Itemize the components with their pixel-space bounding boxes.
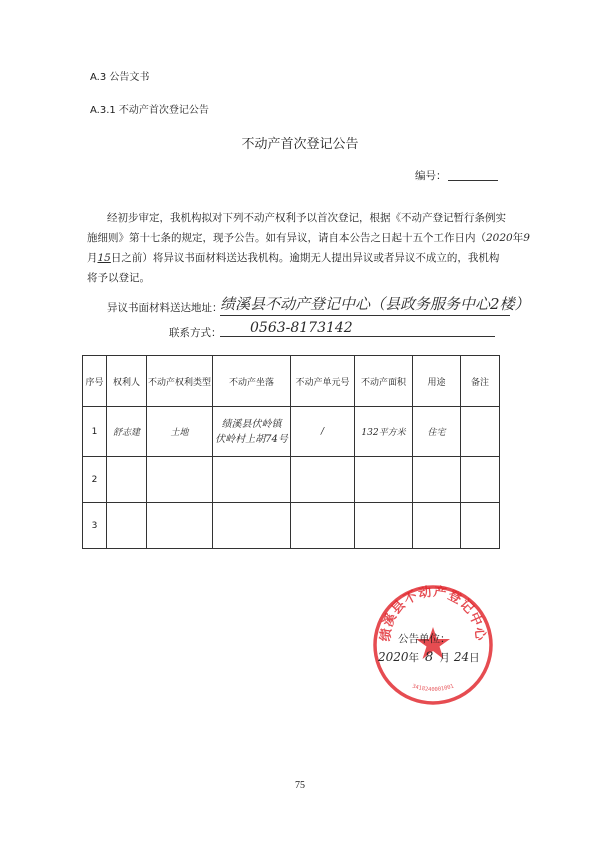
header-cell: 不动产面积 [355,356,413,407]
unit-number [291,503,355,549]
header-cell: 备注 [461,356,500,407]
rights-holder [107,457,147,503]
unit-number: / [291,407,355,457]
address-label: 异议书面材料送达地址： [107,302,223,314]
rights-holder: 舒志建 [107,407,147,457]
date-day: 24 [453,650,470,664]
property-location: 绩溪县伏岭镇 伏岭村上胡74号 [213,407,291,457]
section-a31: A.3.1 不动产首次登记公告 [90,105,209,116]
page-number: 75 [295,780,305,791]
property-area: 132平方米 [355,407,413,457]
note [461,457,500,503]
table-header-row [83,356,500,407]
body-line-2-text: 施细则》第十七条的规定，现予公告。如有异议，请自本公告之日起十五个工作日内（ [87,232,486,244]
property-use [413,457,461,503]
property-use [413,503,461,549]
contact-label: 联系方式： [169,327,222,339]
page-title: 不动产首次登记公告 [241,137,359,152]
header-cell: 不动产权利类型 [147,356,213,407]
rights-type [147,503,213,549]
unit-number [291,457,355,503]
seal-text: 绩溪县不动产登记中心 [378,584,488,643]
row-number: 1 [83,407,107,457]
deadline-day: 15 [97,252,111,264]
date-month-char: 月 [439,652,450,664]
year-char: 年 [512,232,524,244]
header-cell: 不动产坐落 [213,356,291,407]
header-cell: 序号 [83,356,107,407]
number-label: 编号： [415,170,447,182]
header-cell: 用途 [413,356,461,407]
body-line-1: 经初步审定，我机构拟对下列不动产权利予以首次登记，根据《不动产登记暂行条例实 [107,212,506,224]
property-area [355,457,413,503]
deadline-month: 9 [523,232,530,244]
seal-code: 3418240001001 [411,683,455,693]
unit-label: 公告单位： [398,633,451,645]
contact-value: 0563-8173142 [220,320,495,337]
date-year-char: 年 [408,652,420,664]
body-line-4: 将予以登记。 [87,272,150,284]
date-day-char: 日 [469,652,480,664]
property-use: 住宅 [413,407,461,457]
rights-holder [107,503,147,549]
address-value: 绩溪县不动产登记中心（县政务服务中心2楼） [220,293,510,316]
table-row [83,407,500,457]
body-line-2 [87,229,530,249]
property-location [213,457,291,503]
date-year: 2020 [378,650,409,664]
property-location [213,503,291,549]
body-line-3 [87,249,499,269]
svg-text:3418240001001 [411,684,454,693]
section-a3: A.3 公告文书 [90,72,150,83]
row-number: 2 [83,457,107,503]
registration-table [82,355,500,549]
table-row [83,503,500,549]
note [461,503,500,549]
header-cell: 权利人 [107,356,147,407]
line3-suffix: 日之前）将异议书面材料送达我机构。逾期无人提出异议或者异议不成立的，我机构 [110,252,500,264]
date-month: 8 [425,650,434,665]
property-area [355,503,413,549]
note [461,407,500,457]
notice-date [378,650,480,665]
row-number: 3 [83,503,107,549]
header-cell: 不动产单元号 [291,356,355,407]
line3-prefix: 月 [87,252,98,264]
rights-type: 土地 [147,407,213,457]
number-field [448,180,498,181]
rights-type [147,457,213,503]
table-row [83,457,500,503]
deadline-year: 2020 [486,232,513,244]
